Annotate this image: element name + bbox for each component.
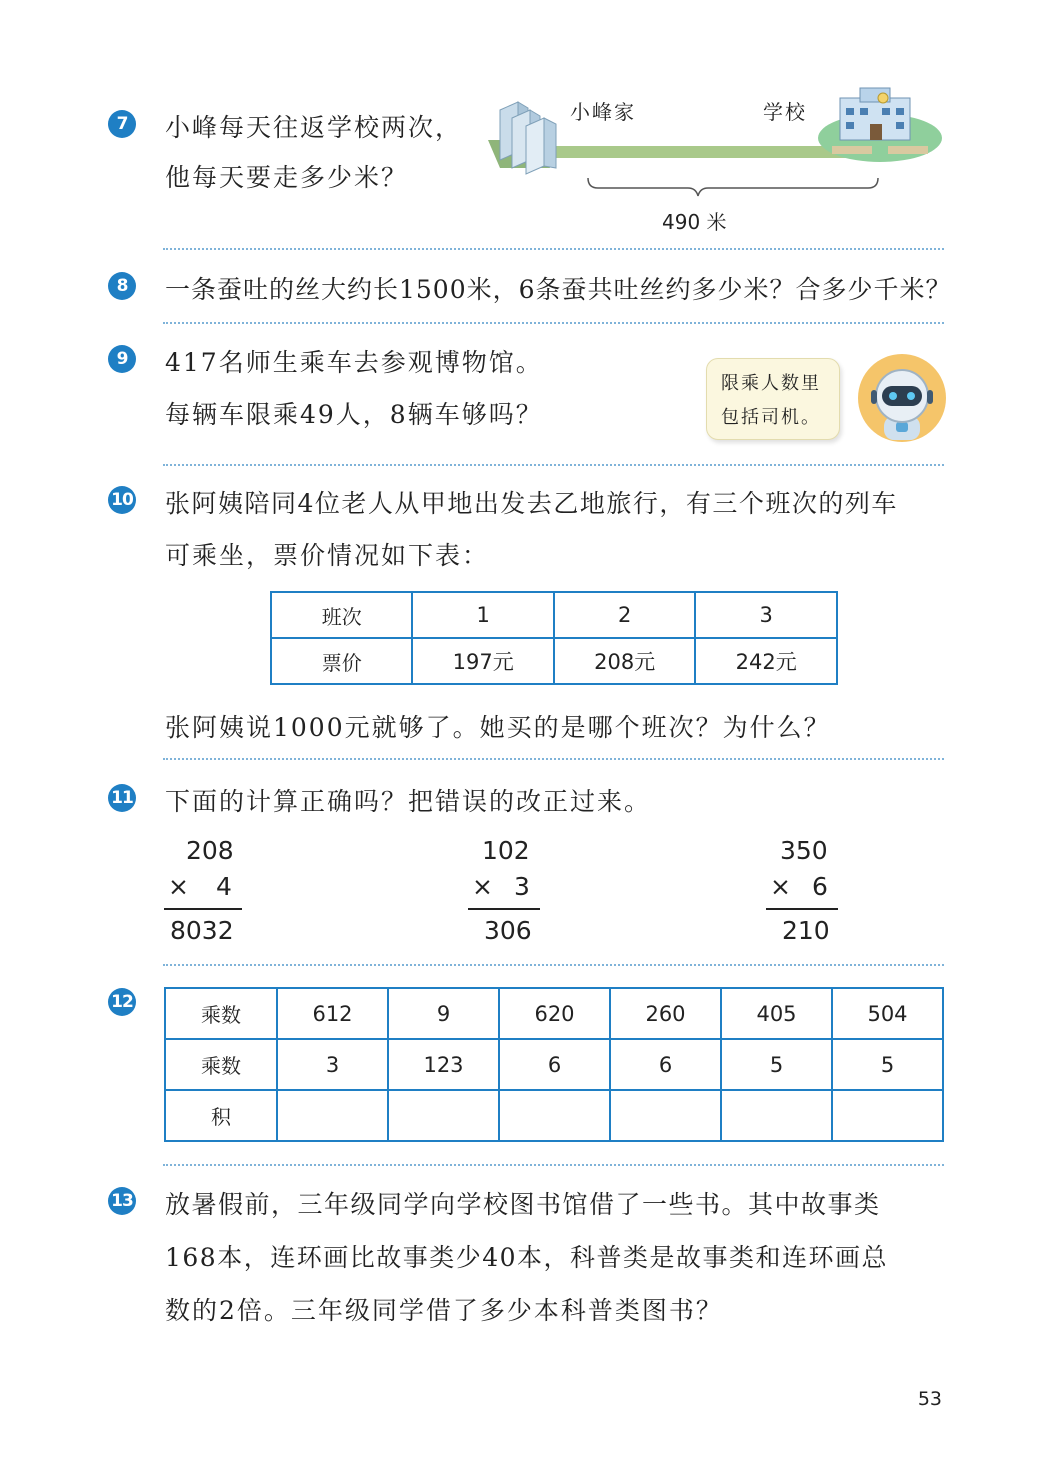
problem-7-line2: 他每天要走多少米？	[165, 163, 409, 192]
vertical-calc-2	[468, 836, 548, 948]
problem-number-9: 9	[108, 345, 136, 373]
bubble-line2: 包括司机。	[721, 407, 821, 428]
problem-number-8: 8	[108, 272, 136, 300]
table-cell: 积	[165, 1090, 277, 1141]
table-cell: 班次	[271, 592, 412, 638]
table-cell: 405	[721, 988, 832, 1039]
separator	[163, 964, 944, 966]
ticket-price-table	[270, 591, 838, 685]
answer-cell[interactable]	[610, 1090, 721, 1141]
table-cell: 208元	[554, 638, 696, 684]
table-cell: 3	[277, 1039, 388, 1090]
table-cell: 2	[554, 592, 696, 638]
separator	[163, 758, 944, 760]
vertical-calc-3	[766, 836, 846, 948]
problem-9-line2: 每辆车限乘49人，8辆车够吗？	[165, 400, 543, 429]
multiplication-table	[164, 987, 944, 1142]
table-cell: 5	[832, 1039, 943, 1090]
calc-top: 350	[780, 836, 828, 865]
answer-cell[interactable]	[277, 1090, 388, 1141]
speech-bubble	[706, 358, 840, 440]
table-cell: 123	[388, 1039, 499, 1090]
problem-8-text: 一条蚕吐的丝大约长1500米，6条蚕共吐丝约多少米？合多少千米？	[165, 275, 952, 304]
calc-operator: ×	[168, 872, 189, 901]
answer-cell[interactable]	[499, 1090, 610, 1141]
table-cell: 6	[610, 1039, 721, 1090]
calc-result: 306	[484, 916, 532, 945]
table-cell: 乘数	[165, 988, 277, 1039]
table-cell: 5	[721, 1039, 832, 1090]
bubble-line1: 限乘人数里	[721, 373, 821, 394]
calc-operator: ×	[770, 872, 791, 901]
separator	[163, 322, 944, 324]
table-cell: 3	[695, 592, 837, 638]
table-cell: 1	[412, 592, 554, 638]
separator	[163, 248, 944, 250]
calc-result: 8032	[170, 916, 234, 945]
home-label: 小峰家	[570, 100, 636, 124]
school-building-icon	[818, 88, 942, 162]
robot-avatar-icon	[856, 352, 948, 444]
answer-cell[interactable]	[388, 1090, 499, 1141]
calc-multiplier: 6	[812, 872, 828, 901]
separator	[163, 464, 944, 466]
calc-operator: ×	[472, 872, 493, 901]
table-cell: 242元	[695, 638, 837, 684]
vertical-calc-1	[164, 836, 244, 948]
answer-cell[interactable]	[832, 1090, 943, 1141]
table-cell: 612	[277, 988, 388, 1039]
problem-number-13: 13	[108, 1187, 136, 1215]
table-cell: 260	[610, 988, 721, 1039]
problem-10-line2: 可乘坐，票价情况如下表：	[165, 541, 490, 570]
problem-number-10: 10	[108, 486, 136, 514]
page-number: 53	[917, 1388, 942, 1410]
problem-7-line1: 小峰每天往返学校两次，	[165, 113, 463, 142]
problem-13-line3: 数的2倍。三年级同学借了多少本科普类图书？	[165, 1296, 723, 1325]
answer-cell[interactable]	[721, 1090, 832, 1141]
calc-result: 210	[782, 916, 830, 945]
school-label: 学校	[763, 100, 807, 124]
problem-number-7: 7	[108, 110, 136, 138]
problem-13-line2: 168本，连环画比故事类少40本，科普类是故事类和连环画总	[165, 1243, 889, 1272]
problem-13-line1: 放暑假前，三年级同学向学校图书馆借了一些书。其中故事类	[165, 1190, 881, 1219]
calc-multiplier: 3	[514, 872, 530, 901]
problem-9-line1: 417名师生乘车去参观博物馆。	[165, 348, 543, 377]
problem-11-text: 下面的计算正确吗？把错误的改正过来。	[165, 787, 652, 816]
distance-label: 490 米	[662, 210, 727, 234]
problem-number-11: 11	[108, 784, 136, 812]
table-cell: 9	[388, 988, 499, 1039]
table-cell: 620	[499, 988, 610, 1039]
separator	[163, 1164, 944, 1166]
calc-top: 102	[482, 836, 530, 865]
problem-number-12: 12	[108, 988, 136, 1016]
table-cell: 票价	[271, 638, 412, 684]
table-cell: 504	[832, 988, 943, 1039]
calc-top: 208	[186, 836, 234, 865]
problem-10-line1: 张阿姨陪同4位老人从甲地出发去乙地旅行，有三个班次的列车	[165, 489, 898, 518]
problem-10-question: 张阿姨说1000元就够了。她买的是哪个班次？为什么？	[165, 713, 831, 742]
calc-multiplier: 4	[216, 872, 232, 901]
table-cell: 6	[499, 1039, 610, 1090]
table-cell: 乘数	[165, 1039, 277, 1090]
table-cell: 197元	[412, 638, 554, 684]
distance-brace	[588, 178, 878, 196]
road	[535, 146, 865, 158]
